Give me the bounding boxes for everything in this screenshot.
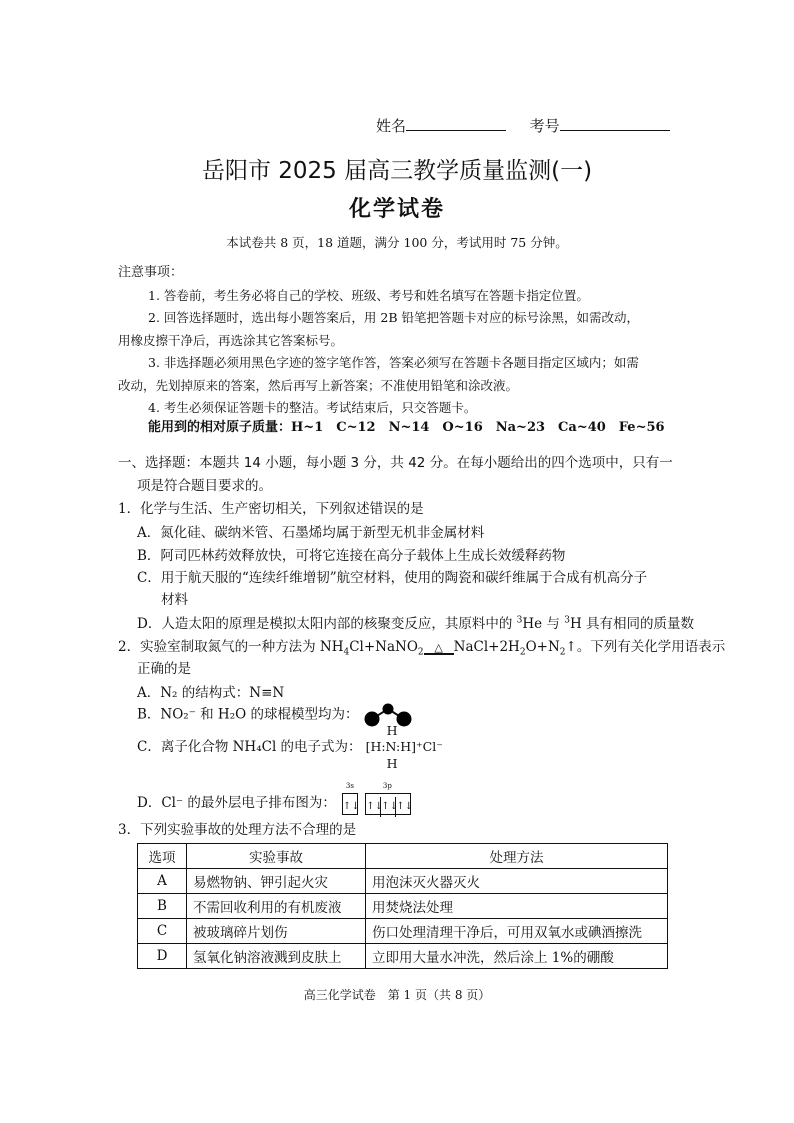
electron-formula-bottom: H	[386, 756, 398, 771]
q2-option-d-line	[137, 782, 413, 815]
q1-option-b: B．阿司匹林药效释放快，可将它连接在高分子载体上生成长效缓释药物	[137, 548, 566, 564]
q2-option-c-line	[137, 723, 443, 771]
q3-stem: 3．下列实验事故的处理方法不合理的是	[118, 822, 357, 838]
notice-item: 3. 非选择题必须用黑色字迹的签字笔作答，答案必须写在答题卡各题目指定区域内；如需	[148, 355, 639, 370]
section-heading: 一、选择题：本题共 14 小题，每小题 3 分，共 42 分。在每小题给出的四个选项中，只有一	[118, 455, 673, 471]
section-heading-cont: 项是符合题目要求的。	[137, 478, 272, 494]
q2-option-b: B．NO₂⁻ 和 H₂O 的球棍模型均为：	[137, 706, 359, 723]
notice-item: 4. 考生必须保证答题卡的整洁。考试结束后，只交答题卡。	[148, 400, 477, 415]
q1-option-d: D．人造太阳的原理是模拟太阳内部的核聚变反应，其原料中的 $^3$He 与 $^3$H 具有相同的质量数	[137, 615, 695, 632]
notice-item: 改动，先划掉原来的答案，然后再写上新答案；不准使用铅笔和涂改液。	[118, 378, 519, 393]
notice-heading: 注意事项：	[118, 265, 184, 280]
electron-formula-wrap	[365, 723, 443, 771]
page-title: 岳阳市 2025 届高三教学质量监测(一)	[201, 158, 593, 184]
q2-option-d: D．Cl⁻ 的最外层电子排布图为：	[137, 795, 336, 811]
notice-item: 2. 回答选择题时，选出每小题答案后，用 2B 铅笔把答题卡对应的标号涂黑，如需改动，	[148, 310, 639, 325]
atomic-masses-label: 能用到的相对原子质量：	[148, 420, 292, 435]
name-field	[376, 116, 670, 135]
q2-option-c: C．离子化合物 NH₄Cl 的电子式为：	[137, 739, 362, 755]
notice-item: 用橡皮擦干净后，再选涂其它答案标号。	[118, 333, 344, 348]
name-label: 姓名	[376, 117, 407, 135]
electron-formula-top: H	[386, 723, 398, 738]
orbital-diagram: 3s 3p ↑↓ ↑↓↑↓↑↓	[342, 792, 411, 815]
q1-option-c: C．用于航天服的“连续纤维增韧”航空材料，使用的陶瓷和碳纤维属于合成有机高分子	[137, 570, 648, 586]
table-row: D 氢氧化钠溶液溅到皮肤上 立即用大量水冲洗，然后涂上 1%的硼酸	[138, 944, 668, 969]
name-blank	[406, 116, 506, 131]
id-label: 考号	[529, 117, 560, 135]
q2-option-a: A．N₂ 的结构式：N≡N	[137, 685, 285, 701]
q1-option-a: A．氮化硅、碳纳米管、石墨烯均属于新型无机非金属材料	[137, 525, 485, 541]
q3-table	[137, 843, 668, 969]
page-footer: 高三化学试卷 第 1 页（共 8 页）	[303, 988, 491, 1002]
q1-stem: 1．化学与生活、生产密切相关，下列叙述错误的是	[118, 501, 424, 517]
table-row: A 易燃物钠、钾引起火灾 用泡沫灭火器灭火	[138, 869, 668, 894]
q2-option-b-line	[137, 702, 414, 728]
table-row: B 不需回收利用的有机废液 用焚烧法处理	[138, 894, 668, 919]
notice-item: 1. 答卷前，考生务必将自己的学校、班级、考号和姓名填写在答题卡指定位置。	[148, 288, 589, 303]
table-header-row: 选项 实验事故 处理方法	[138, 844, 668, 869]
page-subtitle: 化学试卷	[348, 196, 445, 222]
orbital-3p-label: 3p	[382, 782, 392, 791]
atomic-masses	[148, 419, 665, 437]
q2-stem: 2．实验室制取氮气的一种方法为 $NH_4Cl+NaNO_2$ △ $NaCl+2H_2O+N_2↑$。下列有关化学用语表示	[118, 639, 726, 658]
exam-info: 本试卷共 8 页，18 道题，满分 100 分，考试用时 75 分钟。	[226, 235, 568, 250]
atomic-masses-values: H~1 C~12 N~14 O~16 Na~23 Ca~40 Fe~56	[291, 420, 665, 435]
electron-formula: [H:N:H]⁺Cl⁻	[365, 739, 443, 754]
orbital-3s-label: 3s	[345, 782, 354, 791]
q1-option-c-cont: 材料	[161, 592, 188, 608]
q2-stem-cont: 正确的是	[137, 661, 191, 677]
id-blank	[560, 116, 670, 131]
table-row: C 被玻璃碎片划伤 伤口处理清理干净后，可用双氧水或碘酒擦洗	[138, 919, 668, 944]
